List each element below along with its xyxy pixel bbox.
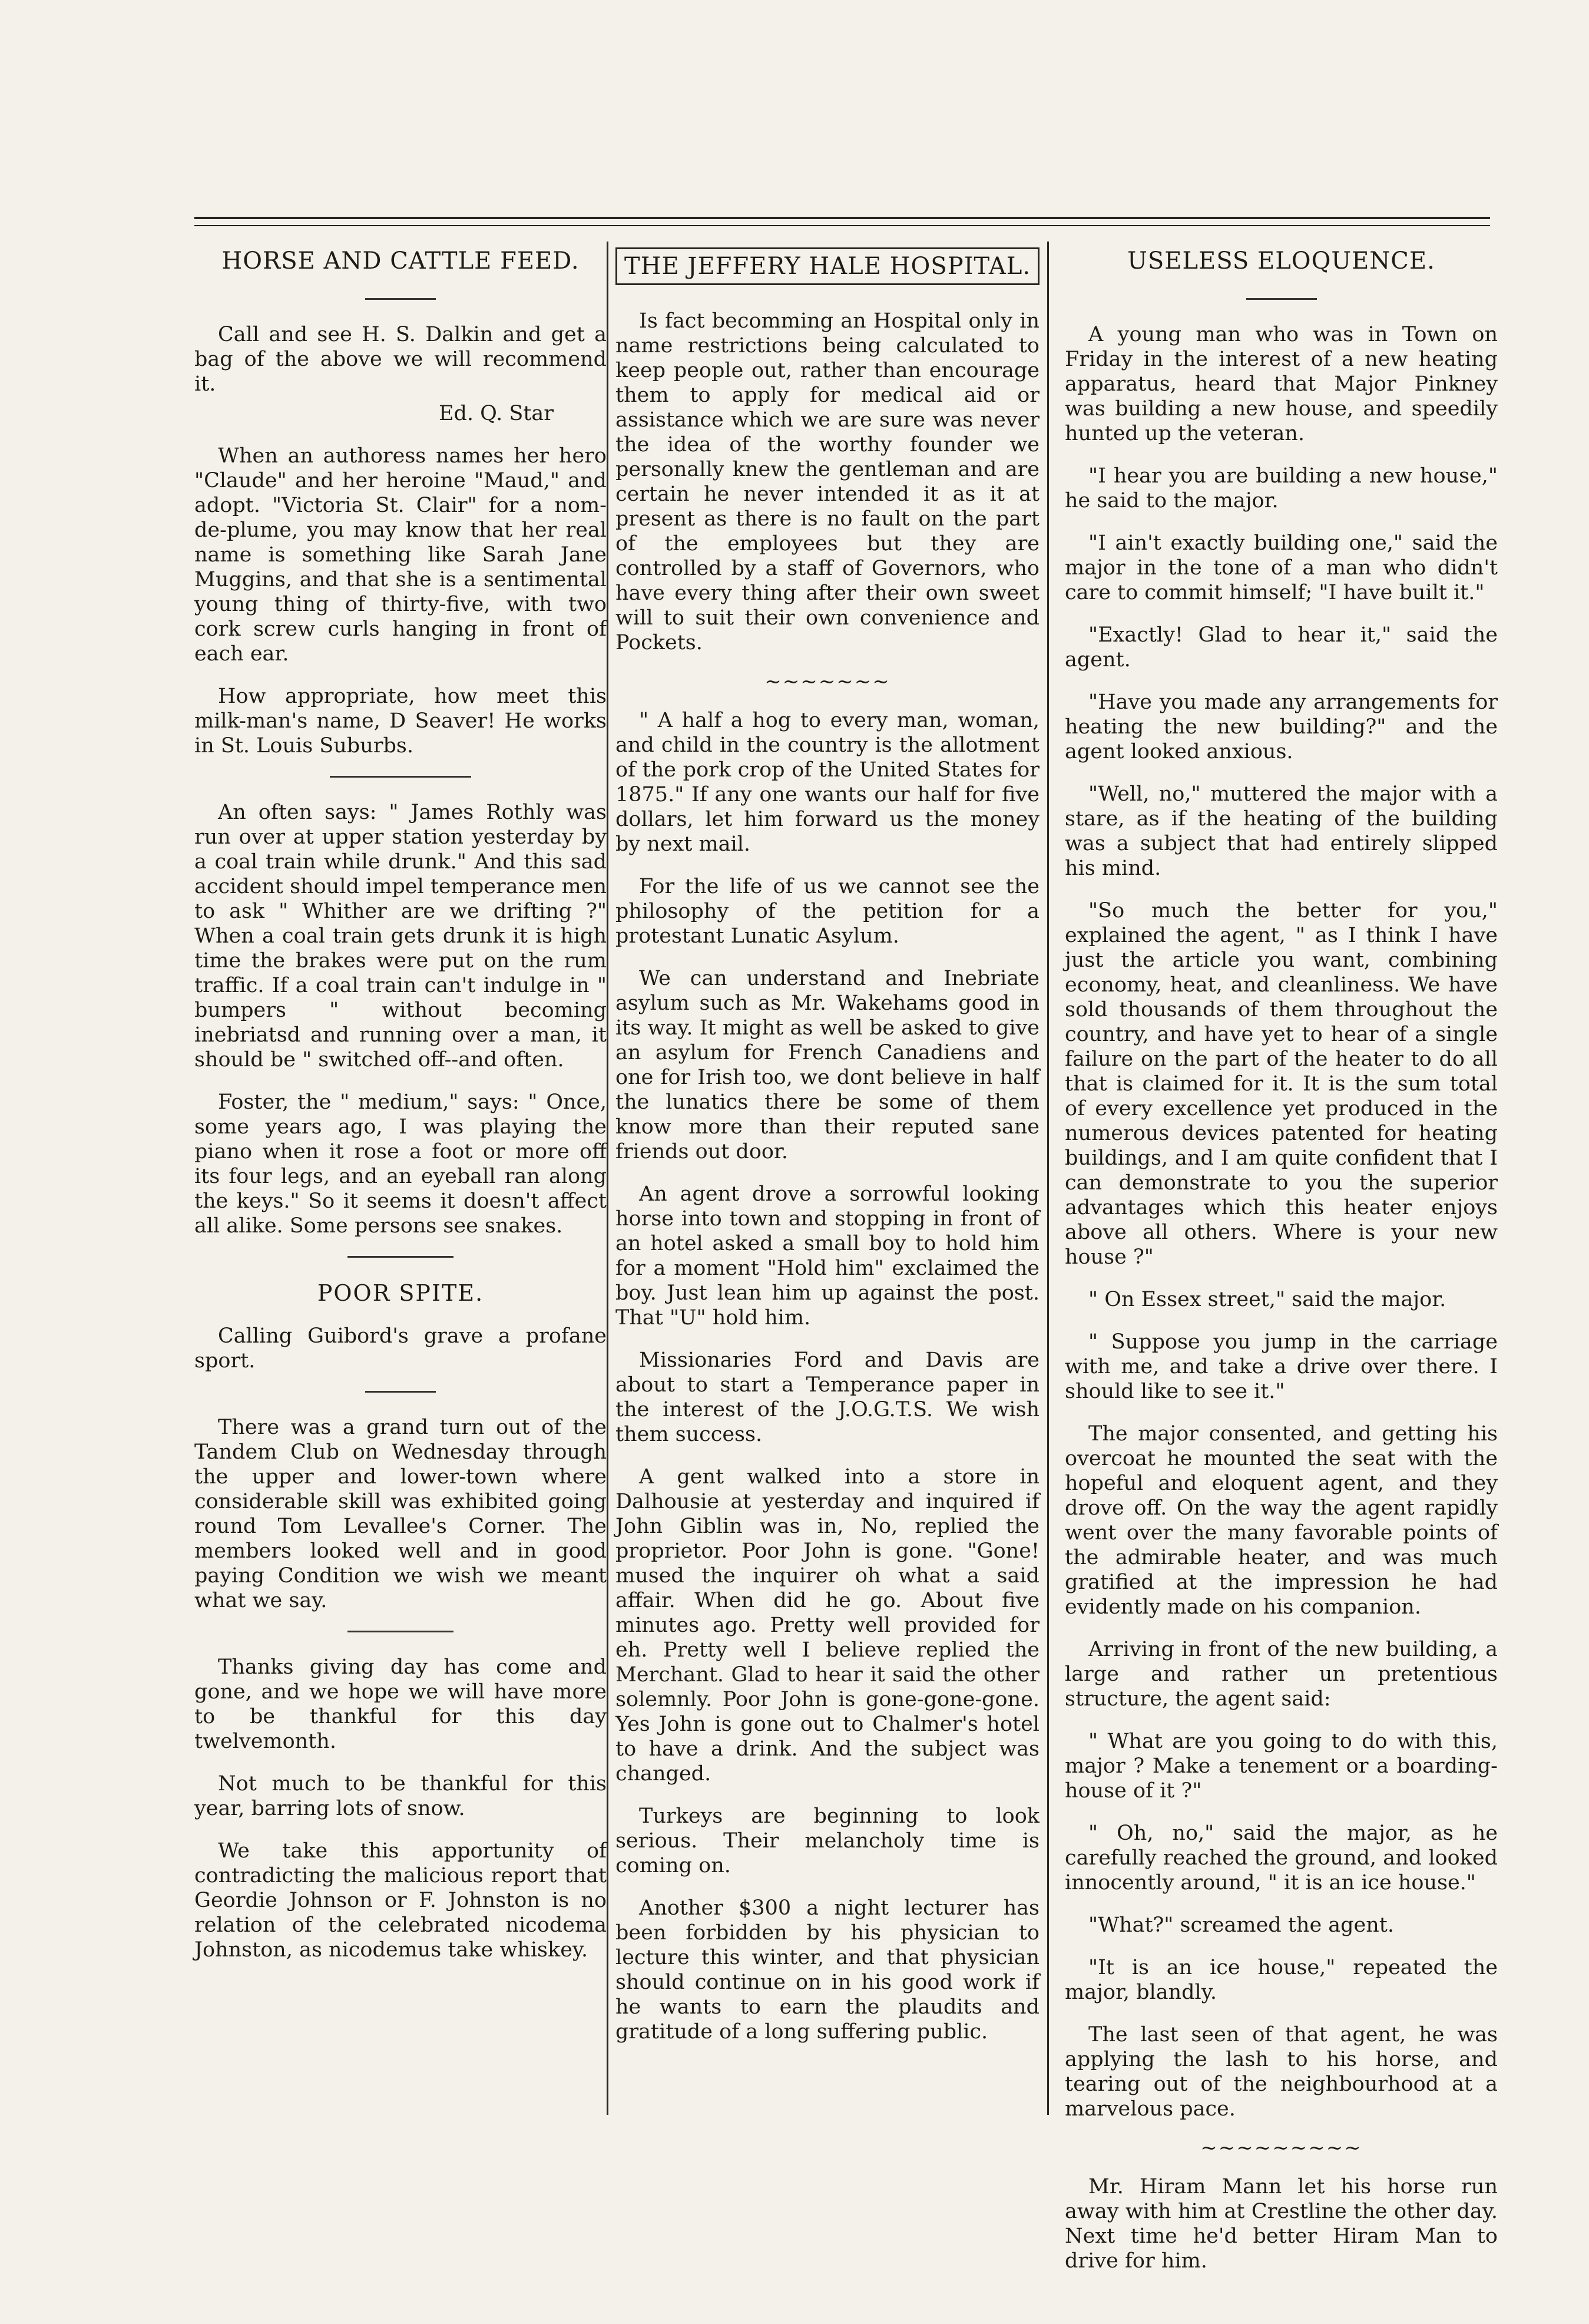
article-paragraph: An often says: " James Rothly was run over at upper station yesterday by a coal train while drunk." And this sad accident should impel temperance men to ask " Whither are we drifting ?" When a coal train gets drunk it is high time the brakes were put on the rum traffic. If a coal train can't indulge in " bumpers " without becoming inebriatsd and running over a man, it should be " switched off--and often. bbox=[194, 801, 607, 1072]
article-paragraph: " On Essex street," said the major. bbox=[1088, 1288, 1446, 1311]
article-paragraph: Turkeys are beginning to look serious. Their melancholy time is coming on. bbox=[615, 1804, 1040, 1877]
article-paragraph: There was a grand turn out of the Tandem Club on Wednesday through the upper and lower-town where considerable skill was exhibited going round Tom Levallee's Corner. The members looked well and in good paying Condition we wish we meant what we say. bbox=[194, 1416, 607, 1612]
column-divider-1 bbox=[607, 242, 608, 2115]
divider bbox=[330, 776, 471, 778]
article-paragraph: How appropriate, how meet this milk-man's name, D Seaver! He works in St. Louis Suburbs. bbox=[194, 685, 607, 758]
divider bbox=[1246, 298, 1317, 300]
top-rule-left bbox=[194, 217, 601, 226]
heading-jeffery-hale-hospital: THE JEFFERY HALE HOSPITAL. bbox=[615, 247, 1040, 285]
column-divider-2 bbox=[1047, 242, 1049, 2115]
article-paragraph: We take this apportunity of contradicting the malicious report that Geordie Johnson or F. Johnston is no relation of the celebrated nicodema Johnston, as nicodemus take whiskey. bbox=[194, 1839, 607, 1962]
article-paragraph: A gent walked into a store in Dalhousie at yesterday and inquired if John Giblin was in, No, replied the proprietor. Poor John is gone. "Gone! mused the inquirer oh what a said affair. When did he go. About five minutes ago. Pretty well provided for eh. Pretty well I believe replied the Merchant. Glad to hear it said the other solemnly. Poor John is gone-gone-gone. Yes John is gone out to Chalmer's hotel to have a drink. And the subject was changed. bbox=[615, 1465, 1040, 1786]
article-paragraph: "Exactly! Glad to hear it," said the agent. bbox=[1065, 623, 1498, 672]
article-paragraph: Call and see H. S. Dalkin and get a bag of the above we will recommend it. bbox=[194, 323, 607, 396]
article-paragraph: Is fact becomming an Hospital only in name restrictions being calculated to keep people out, rather than encourage them to apply for medical aid or assistance which we are sure was never the idea of the worthy founder we personally knew the gentleman and are certain he never intended it as it at present as there is no fault on the part of the employees but they are controlled by a staff of Governors, who have every thing after their own sweet will to suit their own convenience and Pockets. bbox=[615, 309, 1040, 654]
wavy-divider: ~~~~~~~ bbox=[764, 670, 890, 693]
wavy-divider: ~~~~~~~~~ bbox=[1200, 2136, 1362, 2160]
article-paragraph: When an authoress names her hero "Claude" and her heroine "Maud," and adopt. "Victoria St. Clair" for a nom-de-plume, you may know that her real name is something like Sarah Jane Muggins, and that she is a sentimental young thing of thirty-five, with two cork screw curls hanging in front of each ear. bbox=[194, 444, 607, 666]
article-paragraph: Missionaries Ford and Davis are about to start a Temperance paper in the interest of the J.O.G.T.S. We wish them success. bbox=[615, 1348, 1040, 1446]
article-paragraph: For the life of us we cannot see the philosophy of the petition for a protestant Lunatic Asylum. bbox=[615, 875, 1040, 948]
article-paragraph: "I ain't exactly building one," said the major in the tone of a man who didn't care to commit himself; "I have built it." bbox=[1065, 531, 1498, 604]
article-paragraph: An agent drove a sorrowful looking horse into town and stopping in front of an hotel asked a small boy to hold him for a moment "Hold him" exclaimed the boy. Just lean him up against the post. That "U" hold him. bbox=[615, 1182, 1040, 1330]
divider bbox=[365, 298, 436, 300]
heading-horse-cattle-feed: HORSE AND CATTLE FEED. bbox=[221, 247, 580, 275]
heading-useless-eloquence: USELESS ELOQUENCE. bbox=[1127, 247, 1435, 275]
column-right bbox=[1065, 247, 1498, 2291]
heading-poor-spite: POOR SPITE. bbox=[317, 1280, 484, 1306]
article-paragraph: Foster, the " medium," says: " Once, some years ago, I was playing the piano when it rose a foot or more off its four legs, and an eyeball ran along the keys." So it seems it doesn't affect all alike. Some persons see snakes. bbox=[194, 1090, 607, 1238]
column-left bbox=[194, 247, 607, 1980]
divider bbox=[347, 1256, 453, 1258]
article-paragraph: The last seen of that agent, he was applying the lash to his horse, and tearing out of the neighbourhood at a marvelous pace. bbox=[1065, 2023, 1498, 2121]
article-paragraph: "Have you made any arrangements for heating the new building?" and the agent looked anxious. bbox=[1065, 690, 1498, 763]
article-paragraph: " Oh, no," said the major, as he carefully reached the ground, and looked innocently around, " it is an ice house." bbox=[1065, 1821, 1498, 1895]
article-paragraph: "What?" screamed the agent. bbox=[1088, 1913, 1395, 1937]
article-paragraph: "Well, no," muttered the major with a stare, as if the heating of the building was a subject that had entirely slipped his mind. bbox=[1065, 782, 1498, 880]
article-paragraph: Thanks giving day has come and gone, and we hope we will have more to be thankful for this day twelvemonth. bbox=[194, 1655, 607, 1753]
article-paragraph: We can understand and Inebriate asylum such as Mr. Wakehams good in its way. It might as well be asked to give an asylum for French Canadiens and one for Irish too, we dont believe in half the lunatics there be some of them know more than their reputed sane friends out door. bbox=[615, 967, 1040, 1163]
article-paragraph: "I hear you are building a new house," he said to the major. bbox=[1065, 464, 1498, 513]
article-paragraph: "So much the better for you," explained the agent, " as I think I have just the article you want, combining economy, heat, and cleanliness. We have sold thousands of them throughout the country, and have yet to hear of a single failure on the part of the heater to do all that is claimed for it. It is the sum total of every excellence yet produced in the numerous devices patented for heating buildings, and I am quite confident that I can demonstrate to you the superior advantages which this heater enjoys above all others. Where is your new house ?" bbox=[1065, 899, 1498, 1269]
divider bbox=[347, 1631, 453, 1632]
divider bbox=[365, 1391, 436, 1393]
article-paragraph: Calling Guibord's grave a profane sport. bbox=[194, 1324, 607, 1373]
article-paragraph: " Suppose you jump in the carriage with me, and take a drive over there. I should like to see it." bbox=[1065, 1330, 1498, 1403]
article-paragraph: "It is an ice house," repeated the major, blandly. bbox=[1065, 1956, 1498, 2004]
article-paragraph: Arriving in front of the new building, a large and rather un pretentious structure, the agent said: bbox=[1065, 1638, 1498, 1711]
article-paragraph: Mr. Hiram Mann let his horse run away with him at Crestline the other day. Next time he'd better Hiram Man to drive for him. bbox=[1065, 2175, 1498, 2273]
signature: Ed. Q. Star bbox=[438, 402, 554, 425]
article-paragraph: A young man who was in Town on Friday in the interest of a new heating apparatus, heard that Major Pinkney was building a new house, and speedily hunted up the veteran. bbox=[1065, 323, 1498, 445]
column-middle bbox=[615, 247, 1040, 2062]
article-paragraph: The major consented, and getting his overcoat he mounted the seat with the hopeful and eloquent agent, and they drove off. On the way the agent rapidly went over the many favorable points of the admirable heater, and was much gratified at the impression he had evidently made on his companion. bbox=[1065, 1422, 1498, 1619]
article-paragraph: " What are you going to do with this, major ? Make a tenement or a boarding-house of it ?" bbox=[1065, 1730, 1498, 1803]
top-rule-right bbox=[548, 217, 1490, 226]
article-paragraph: Not much to be thankful for this year, barring lots of snow. bbox=[194, 1772, 607, 1820]
article-paragraph: Another $300 a night lecturer has been forbidden by his physician to lecture this winter, and that physician should continue on in his good work if he wants to earn the plaudits and gratitude of a long suffering public. bbox=[615, 1896, 1040, 2044]
article-paragraph: " A half a hog to every man, woman, and child in the country is the allotment of the pork crop of the United States for 1875." If any one wants our half for five dollars, let him forward us the money by next mail. bbox=[615, 709, 1040, 856]
